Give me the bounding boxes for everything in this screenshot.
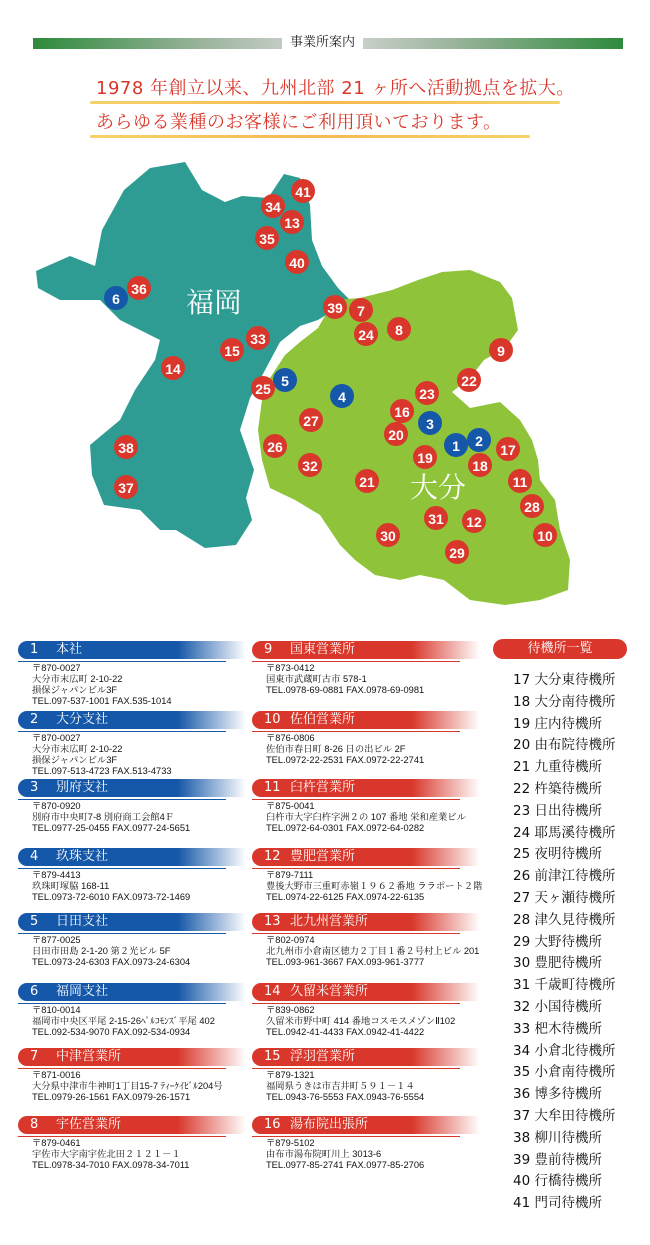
map-marker-label: 6 [112, 291, 120, 307]
office-heading [18, 779, 246, 797]
office-15 [252, 1048, 480, 1103]
map-marker-label: 3 [426, 416, 434, 432]
map-marker-11 [508, 469, 532, 493]
office-name: 国東営業所 [290, 642, 356, 657]
map-marker-label: 14 [165, 361, 181, 377]
office-name: 臼杵営業所 [290, 780, 356, 795]
intro-underline-2 [90, 135, 530, 138]
map-marker-39 [323, 295, 347, 319]
standby-item: 20 由布院待機所 [513, 737, 616, 754]
map-marker-label: 15 [224, 343, 240, 359]
office-detail-line: 〒802-0974 [266, 935, 315, 945]
office-7 [18, 1048, 246, 1103]
office-detail-line: 宇佐市大字南宇佐北田２１２１－１ [32, 1149, 181, 1159]
office-detail-line: 〒871-0016 [32, 1070, 81, 1080]
map-marker-7 [349, 298, 373, 322]
office-detail-line: 福岡県うきは市吉井町５９１－１４ [266, 1081, 415, 1091]
map-marker-label: 30 [380, 528, 396, 544]
region-label-fukuoka: 福岡 [186, 286, 243, 319]
office-detail-line: 〒873-0412 [266, 663, 315, 673]
map-marker-label: 4 [338, 389, 346, 405]
map-marker-label: 21 [359, 474, 375, 490]
map-marker-18 [468, 453, 492, 477]
office-number: 14 [264, 984, 281, 999]
standby-item: 21 九重待機所 [513, 759, 602, 776]
office-detail-line: 玖珠町塚脇 168-11 [32, 881, 110, 891]
office-name: 別府支社 [56, 780, 109, 795]
map-marker-label: 2 [475, 433, 483, 449]
map-marker-label: 34 [265, 199, 281, 215]
office-name: 中津営業所 [56, 1049, 122, 1064]
standby-item: 36 博多待機所 [513, 1086, 602, 1103]
office-detail-line: 日田市田島 2-1-20 第２光ビル 5F [32, 946, 171, 956]
office-name: 福岡支社 [56, 984, 109, 999]
map-marker-36 [127, 276, 151, 300]
office-2 [18, 711, 246, 777]
office-detail-line: 北九州市小倉南区徳力２丁目１番２号村上ビル 201 [266, 946, 480, 956]
office-detail-line: TEL.0979-26-1561 FAX.0979-26-1571 [32, 1092, 191, 1102]
map-marker-37 [114, 475, 138, 499]
map-marker-17 [496, 437, 520, 461]
office-13 [252, 913, 480, 968]
office-detail-line: TEL.0978-34-7010 FAX.0978-34-7011 [32, 1160, 190, 1170]
office-detail-line: 由布市湯布院町川上 3013-6 [266, 1149, 382, 1159]
office-heading [18, 711, 246, 729]
office-3 [18, 779, 246, 834]
standby-item: 34 小倉北待機所 [513, 1042, 616, 1059]
map-marker-label: 16 [394, 404, 410, 420]
map-marker-label: 23 [419, 386, 435, 402]
map-marker-28 [520, 494, 544, 518]
office-detail-line: TEL.092-534-9070 FAX.092-534-0934 [32, 1027, 191, 1037]
office-8 [18, 1116, 246, 1171]
standby-item: 30 豊肥待機所 [513, 955, 602, 972]
office-detail-line: 〒810-0014 [32, 1005, 81, 1015]
region-label-oita: 大分 [410, 471, 467, 504]
map-marker-label: 18 [472, 458, 488, 474]
standby-item: 26 前津江待機所 [513, 868, 616, 885]
map-marker-23 [415, 381, 439, 405]
map-marker-label: 26 [267, 439, 283, 455]
office-detail-line: 福岡市中央区平尾 2-15-26ﾍﾟﾙｺﾓﾝｽﾞ平尾 402 [32, 1016, 215, 1026]
map-marker-41 [291, 179, 315, 203]
office-detail-line: 別府市中央町7-8 別府商工会館4Ｆ [32, 812, 175, 822]
office-name: 宇佐営業所 [56, 1117, 122, 1132]
map-marker-14 [161, 356, 185, 380]
office-11 [252, 779, 480, 834]
standby-item: 29 大野待機所 [513, 933, 602, 950]
map-marker-label: 39 [327, 300, 343, 316]
standby-item: 40 行橋待機所 [513, 1173, 602, 1190]
office-name: 湯布院出張所 [290, 1117, 369, 1132]
office-number: 15 [264, 1049, 281, 1064]
office-4 [18, 848, 246, 903]
office-detail-line: 〒839-0862 [266, 1005, 315, 1015]
map-marker-35 [255, 226, 279, 250]
map-marker-16 [390, 399, 414, 423]
office-detail-line: 〒879-0461 [32, 1138, 81, 1148]
office-heading [18, 983, 246, 1001]
office-name: 久留米営業所 [290, 984, 369, 999]
office-detail-line: TEL.097-537-1001 FAX.535-1014 [32, 696, 172, 706]
standby-item: 35 小倉南待機所 [513, 1064, 616, 1081]
map-marker-32 [298, 453, 322, 477]
standby-item: 38 柳川待機所 [513, 1129, 602, 1146]
office-detail-line: TEL.093-961-3667 FAX.093-961-3777 [266, 957, 425, 967]
office-details [266, 663, 480, 696]
office-details [266, 870, 483, 903]
office-name: 浮羽営業所 [290, 1049, 356, 1064]
office-detail-line: TEL.0978-69-0881 FAX.0978-69-0981 [266, 685, 425, 695]
office-detail-line: 国東市武蔵町古市 578-1 [266, 674, 367, 684]
standby-item: 17 大分東待機所 [513, 672, 616, 688]
office-detail-line: TEL.0973-24-6303 FAX.0973-24-6304 [32, 957, 191, 967]
map-marker-label: 11 [512, 474, 528, 490]
office-heading [252, 983, 480, 1001]
map-marker-26 [263, 434, 287, 458]
office-number: 13 [264, 914, 281, 929]
map-marker-label: 36 [131, 281, 147, 297]
map-marker-label: 1 [452, 438, 460, 454]
office-name: 玖珠支社 [56, 849, 109, 864]
office-detail-line: TEL.0972-22-2531 FAX.0972-22-2741 [266, 755, 425, 765]
map-marker-label: 31 [428, 511, 444, 527]
map-marker-10 [533, 523, 557, 547]
office-detail-line: TEL.0974-22-6125 FAX.0974-22-6135 [266, 892, 425, 902]
office-detail-line: 大分市末広町 2-10-22 [32, 674, 123, 684]
map-marker-label: 25 [255, 381, 271, 397]
standby-item: 32 小国待機所 [513, 998, 602, 1015]
standby-item: 19 庄内待機所 [513, 715, 602, 732]
office-detail-line: 久留米市野中町 414 番地コスモスメゾンⅡ102 [266, 1016, 456, 1026]
map-marker-label: 22 [461, 373, 477, 389]
office-14 [252, 983, 480, 1038]
office-16 [252, 1116, 480, 1171]
map-marker-2 [467, 428, 491, 452]
map-marker-3 [418, 411, 442, 435]
office-name: 本社 [56, 642, 83, 657]
office-detail-line: TEL.0943-76-5553 FAX.0943-76-5554 [266, 1092, 425, 1102]
office-detail-line: 〒870-0920 [32, 801, 81, 811]
office-detail-line: TEL.0977-85-2741 FAX.0977-85-2706 [266, 1160, 425, 1170]
standby-item: 39 豊前待機所 [513, 1151, 602, 1168]
map-marker-label: 7 [357, 303, 365, 319]
office-6 [18, 983, 246, 1038]
office-detail-line: 豊後大野市三重町赤嶺１９６２番地 ララポート２階 [266, 881, 483, 891]
office-detail-line: TEL.0973-72-6010 FAX.0973-72-1469 [32, 892, 191, 902]
office-detail-line: 大分市末広町 2-10-22 [32, 744, 123, 754]
office-detail-line: 臼杵市大字臼杵字洲２の 107 番地 栄和産業ビル [266, 812, 466, 822]
map-marker-label: 24 [358, 327, 374, 343]
office-name: 大分支社 [56, 712, 109, 727]
office-name: 豊肥営業所 [290, 849, 356, 864]
kyushu-map [0, 160, 650, 620]
office-detail-line: 大分県中津市牛神町1丁目15-7 ﾃｨｰｹｲﾋﾞﾙ204号 [32, 1081, 223, 1091]
map-marker-label: 12 [466, 514, 482, 530]
office-10 [252, 711, 480, 766]
standby-item: 28 津久見待機所 [513, 911, 616, 928]
office-detail-line: 〒876-0806 [266, 733, 315, 743]
map-marker-20 [384, 422, 408, 446]
map-marker-31 [424, 506, 448, 530]
office-details [266, 733, 480, 766]
office-details [266, 935, 480, 968]
office-detail-line: 損保ジャパンビル3F [32, 755, 118, 765]
intro-underline-1 [90, 101, 560, 104]
office-details [32, 733, 246, 777]
office-details [32, 1138, 246, 1171]
office-detail-line: 〒870-0027 [32, 733, 81, 743]
office-heading [18, 1048, 246, 1066]
map-marker-4 [330, 384, 354, 408]
office-heading [252, 1116, 480, 1134]
map-marker-25 [251, 376, 275, 400]
standby-list [513, 670, 615, 1215]
map-marker-8 [387, 317, 411, 341]
office-number: 1 [30, 642, 39, 657]
map-marker-label: 41 [295, 184, 311, 200]
standby-item: 27 天ヶ瀬待機所 [513, 889, 616, 906]
standby-item: 22 杵築待機所 [513, 780, 602, 797]
map-marker-27 [299, 408, 323, 432]
map-marker-label: 5 [281, 373, 289, 389]
map-marker-label: 38 [118, 440, 134, 456]
map-marker-21 [355, 469, 379, 493]
office-details [32, 663, 246, 707]
map-marker-30 [376, 523, 400, 547]
office-details [266, 801, 480, 834]
office-details [32, 1070, 246, 1103]
office-heading [252, 848, 480, 866]
office-heading [18, 913, 246, 931]
office-heading [252, 913, 480, 931]
standby-list-title: 待機所一覧 [493, 639, 627, 659]
standby-item: 37 大牟田待機所 [513, 1107, 616, 1124]
office-details [32, 1005, 246, 1038]
standby-item: 41 門司待機所 [513, 1195, 602, 1212]
office-12 [252, 848, 483, 903]
map-marker-13 [280, 210, 304, 234]
intro-line-2: あらゆる業種のお客様にご利用頂いております。 [96, 112, 502, 133]
map-marker-6 [104, 286, 128, 310]
office-details [266, 1138, 480, 1171]
office-number: 12 [264, 849, 281, 864]
office-name: 日田支社 [56, 914, 109, 929]
office-heading [252, 711, 480, 729]
office-1 [18, 641, 246, 707]
map-marker-34 [261, 194, 285, 218]
office-details [32, 935, 246, 968]
map-marker-label: 17 [500, 442, 516, 458]
office-heading [18, 641, 246, 659]
map-marker-label: 28 [524, 499, 540, 515]
map-marker-40 [285, 250, 309, 274]
office-detail-line: 〒870-0027 [32, 663, 81, 673]
office-number: 16 [264, 1117, 281, 1132]
office-detail-line: 〒877-0025 [32, 935, 81, 945]
office-details [32, 801, 246, 834]
map-marker-12 [462, 509, 486, 533]
map-marker-label: 40 [289, 255, 305, 271]
map-marker-label: 20 [388, 427, 404, 443]
standby-item: 18 大分南待機所 [513, 693, 616, 710]
office-detail-line: 〒875-0041 [266, 801, 315, 811]
office-heading [252, 779, 480, 797]
map-marker-9 [489, 338, 513, 362]
office-heading [18, 1116, 246, 1134]
office-detail-line: TEL.0972-64-0301 FAX.0972-64-0282 [266, 823, 425, 833]
office-detail-line: TEL.097-513-4723 FAX.513-4733 [32, 766, 172, 776]
map-marker-label: 29 [449, 545, 465, 561]
office-number: 4 [30, 849, 39, 864]
map-marker-label: 9 [497, 343, 505, 359]
office-detail-line: 〒879-1321 [266, 1070, 315, 1080]
map-marker-label: 32 [302, 458, 318, 474]
standby-item: 24 耶馬溪待機所 [513, 824, 616, 841]
office-detail-line: 佐伯市春日町 8-26 日の出ビル 2F [266, 744, 406, 754]
office-heading [252, 1048, 480, 1066]
map-marker-label: 37 [118, 480, 134, 496]
map-marker-label: 13 [284, 215, 300, 231]
office-detail-line: 〒879-7111 [266, 870, 314, 880]
standby-item: 33 杷木待機所 [513, 1020, 602, 1037]
office-detail-line: TEL.0977-25-0455 FAX.0977-24-5651 [32, 823, 191, 833]
office-details [266, 1005, 480, 1038]
office-number: 8 [30, 1117, 39, 1132]
office-name: 佐伯営業所 [290, 712, 356, 727]
map-marker-5 [273, 368, 297, 392]
office-heading [252, 641, 480, 659]
map-marker-38 [114, 435, 138, 459]
standby-item: 23 日出待機所 [513, 802, 602, 819]
map-marker-label: 10 [537, 528, 553, 544]
office-detail-line: 損保ジャパンビル3F [32, 685, 118, 695]
office-name: 北九州営業所 [290, 914, 369, 929]
office-number: 11 [264, 780, 281, 795]
map-marker-label: 19 [417, 450, 433, 466]
office-5 [18, 913, 246, 968]
office-number: 9 [264, 642, 273, 657]
office-number: 5 [30, 914, 39, 929]
map-marker-label: 8 [395, 322, 403, 338]
map-marker-19 [413, 445, 437, 469]
office-detail-line: TEL.0942-41-4433 FAX.0942-41-4422 [266, 1027, 425, 1037]
office-number: 7 [30, 1049, 39, 1064]
page-title: 事業所案内 [282, 34, 363, 52]
standby-item: 25 夜明待機所 [513, 846, 602, 863]
map-marker-label: 27 [303, 413, 319, 429]
map-marker-29 [445, 540, 469, 564]
office-details [32, 870, 246, 903]
map-marker-label: 35 [259, 231, 275, 247]
map-marker-24 [354, 322, 378, 346]
office-detail-line: 〒879-5102 [266, 1138, 315, 1148]
office-number: 10 [264, 712, 281, 727]
standby-item: 31 千歳町待機所 [513, 977, 616, 994]
map-marker-22 [457, 368, 481, 392]
office-number: 6 [30, 984, 39, 999]
office-detail-line: 〒879-4413 [32, 870, 81, 880]
map-marker-15 [220, 338, 244, 362]
office-9 [252, 641, 480, 696]
map-marker-1 [444, 433, 468, 457]
office-details [266, 1070, 480, 1103]
map-marker-33 [246, 326, 270, 350]
office-number: 2 [30, 712, 39, 727]
office-heading [18, 848, 246, 866]
map-marker-label: 33 [250, 331, 266, 347]
office-number: 3 [30, 780, 39, 795]
intro-line-1: 1978 年創立以来、九州北部 21 ヶ所へ活動拠点を拡大。 [96, 78, 575, 99]
